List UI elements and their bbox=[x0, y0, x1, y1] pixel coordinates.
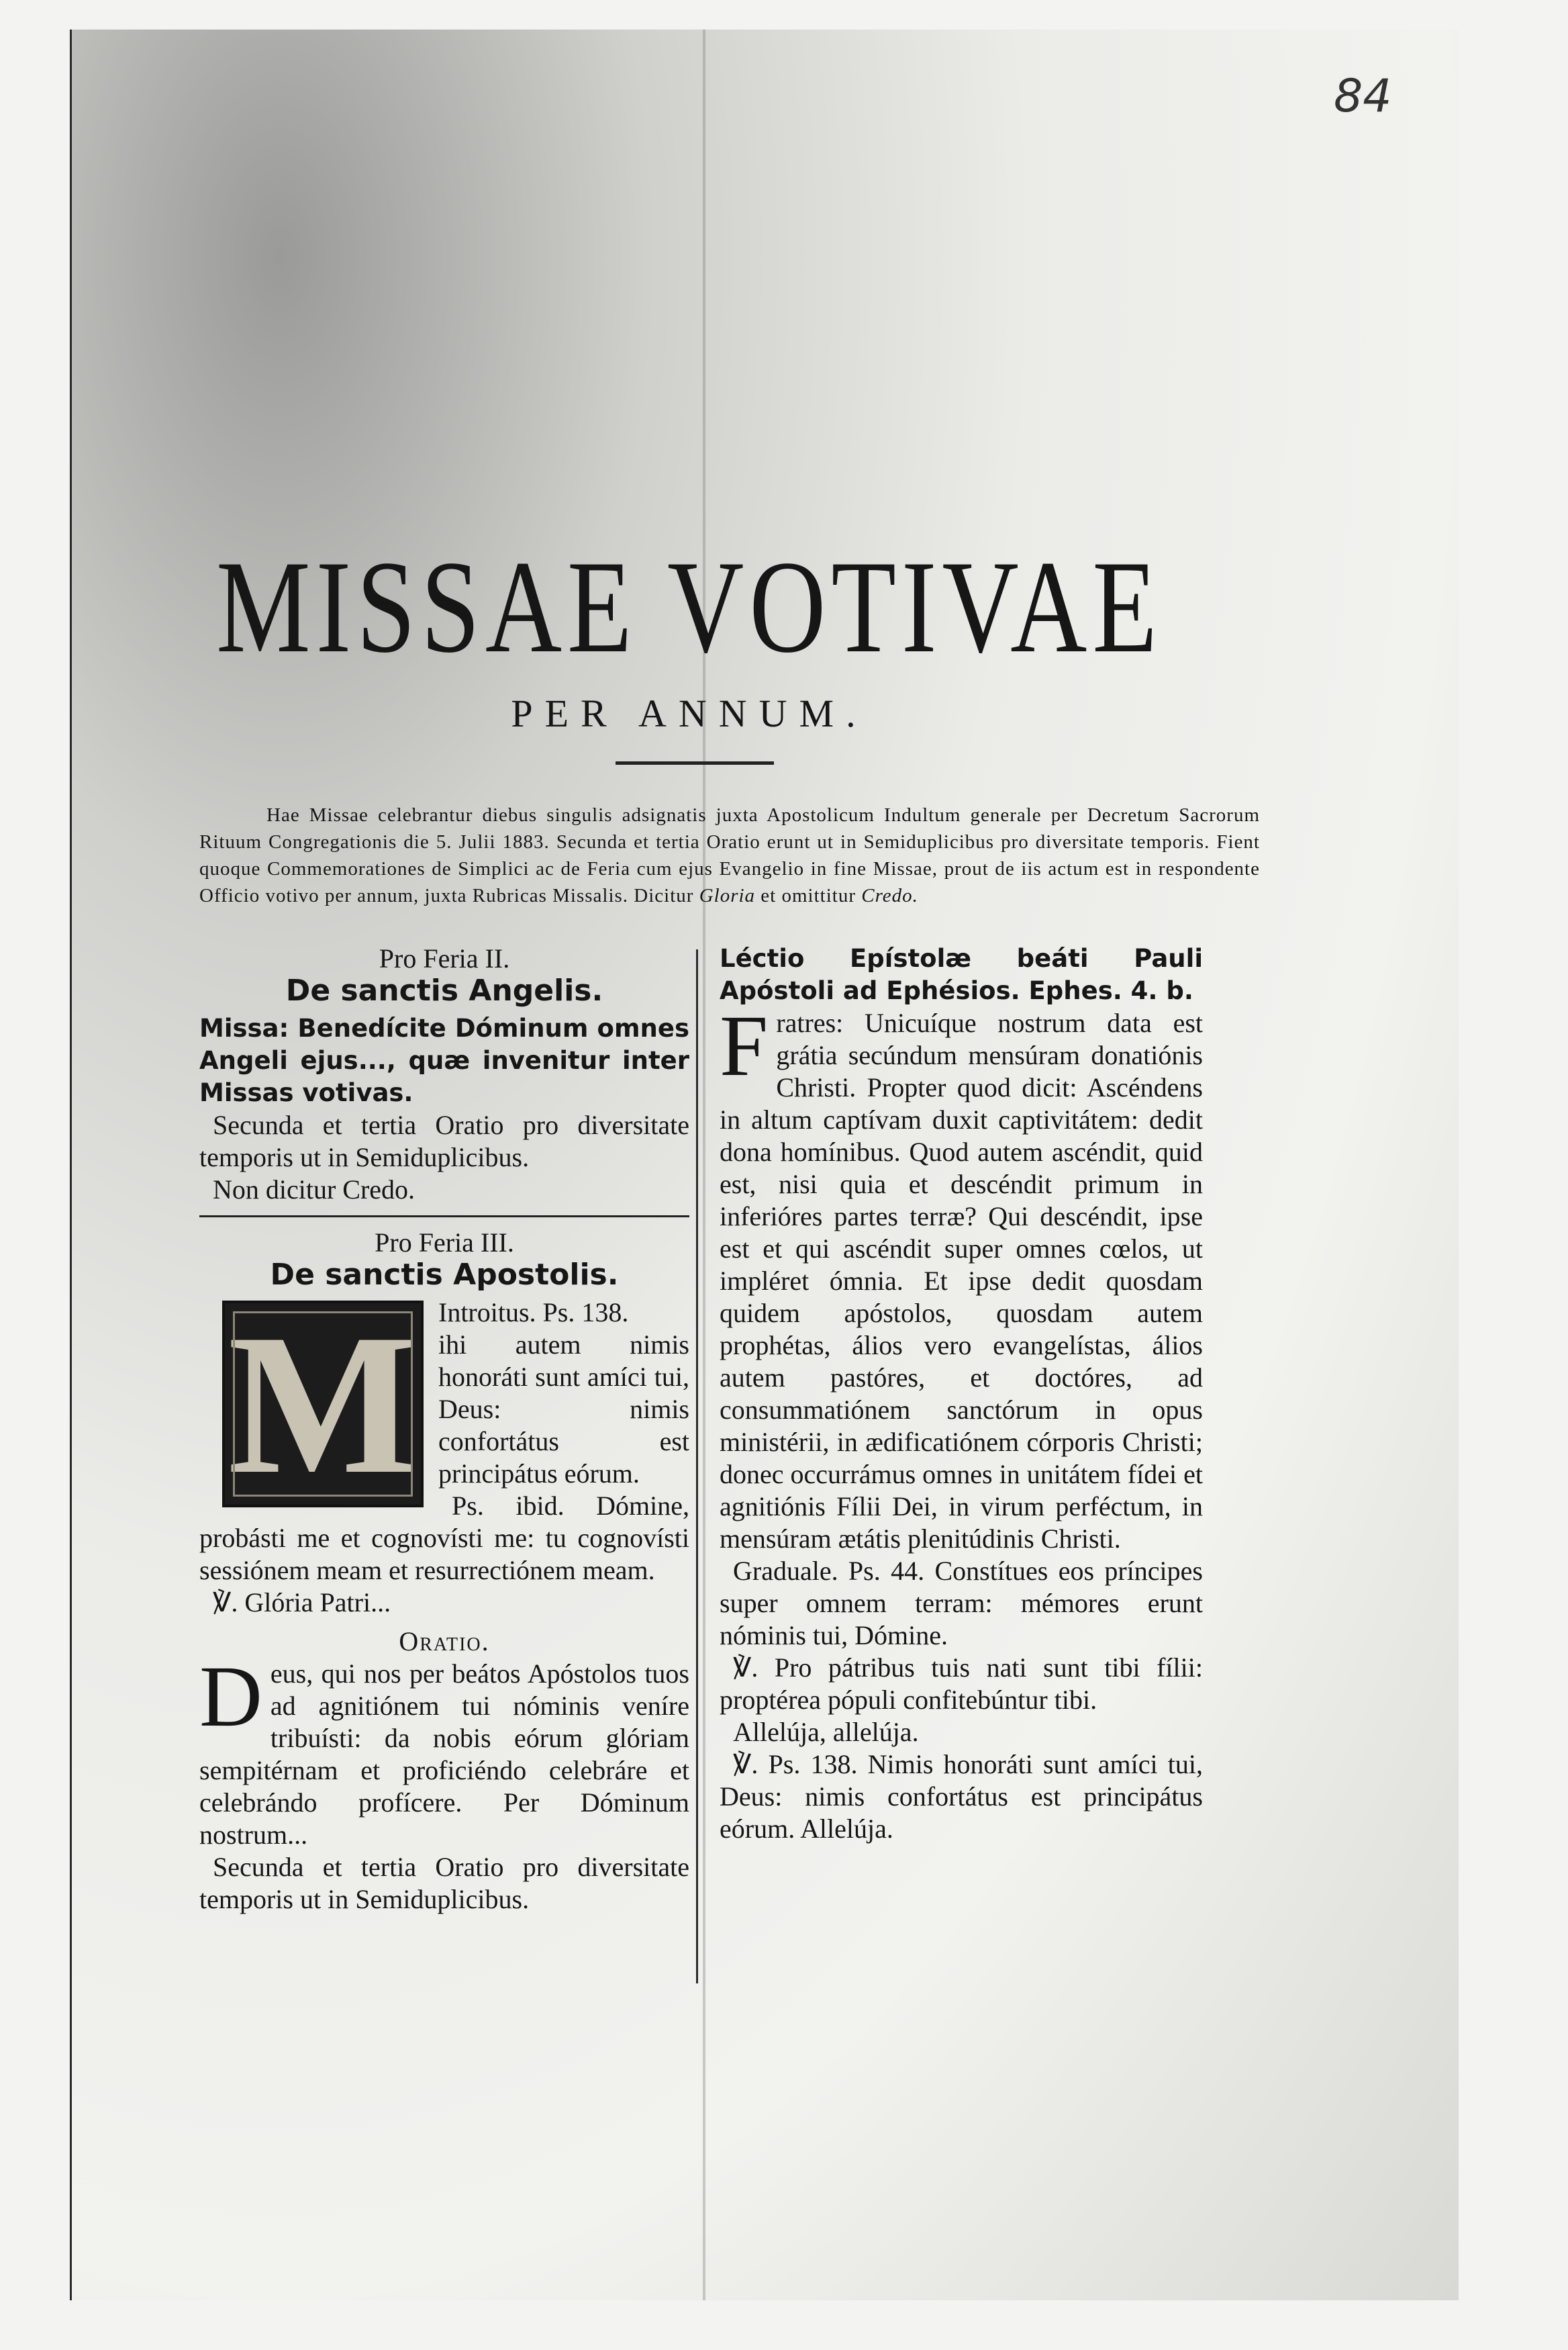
intro-credo: Credo. bbox=[861, 885, 918, 906]
intro-gloria: Gloria bbox=[699, 885, 756, 906]
column-divider bbox=[696, 949, 698, 1983]
intro-paragraph bbox=[199, 802, 1260, 909]
document-page bbox=[70, 30, 1459, 2300]
initial-f: F bbox=[720, 1007, 769, 1094]
pro-patribus: ℣. Pro pátribus tuis nati sunt tibi fílii: proptérea pópuli confitebúntur tibi. bbox=[720, 1652, 1203, 1715]
initial-d: D bbox=[199, 1658, 262, 1745]
illuminated-initial-m bbox=[222, 1297, 424, 1515]
ps-ibid: Ps. ibid. Dómine, probásti me et cognovísti me: tu cognovísti sessiónem meam et resurrectiónem meam. bbox=[199, 1491, 689, 1585]
right-column bbox=[720, 943, 1203, 1845]
initial-m-letter: M bbox=[228, 1297, 418, 1515]
alleluia: Allelúja, allelúja. bbox=[733, 1717, 919, 1747]
intro-et-omittitur: et omittitur bbox=[761, 885, 856, 906]
secunda-oratio-1: Secunda et tertia Oratio pro diversitate temporis ut in Semiduplicibus. bbox=[199, 1110, 689, 1172]
introitus-text: ihi autem nimis honoráti sunt amíci tui, Deus: nimis confortátus est principátus eórum. bbox=[438, 1329, 689, 1489]
intro-text: Hae Missae celebrantur diebus singulis adsignatis juxta Apostolicum Indultum generale per Decretum Sacrorum Rituum Congregationis die 5. Julii 1883. Secunda et tertia Oratio erunt ut in Semiduplicibus pro diversitate temporis. Fient quoque Commemorationes de Simplici ac de Feria cum ejus Evangelio in fine Missae, prout de iis actum est in respondente Officio votivo per annum, juxta Rubricas Missalis. Dicitur bbox=[199, 804, 1260, 906]
lectio-heading: Léctio Epístolæ beáti Pauli Apóstoli ad Ephésios. Ephes. 4. b. bbox=[720, 944, 1203, 1005]
left-column bbox=[199, 943, 689, 1916]
page-subtitle: PER ANNUM. bbox=[511, 692, 868, 735]
page-title: MISSAE VOTIVAE bbox=[216, 534, 1163, 681]
ps-138-verse: ℣. Ps. 138. Nimis honoráti sunt amíci tui, Deus: nimis confortátus est principátus eórum. Allelúja. bbox=[720, 1749, 1203, 1844]
folio-number: 84 bbox=[1334, 70, 1392, 123]
oratio-text: eus, qui nos per beátos Apóstolos tuos ad agnitiónem tui nóminis veníre tribuísti: da nobis eórum glóriam sempitérnam et proficiéndo celebráre et celebrándo profícere. Per Dóminum nostrum... bbox=[199, 1658, 689, 1850]
title-rule bbox=[616, 761, 774, 765]
oratio-block bbox=[199, 1658, 689, 1851]
angelis-title: De sanctis Angelis. bbox=[285, 974, 603, 1008]
gloria-patri: ℣. Glória Patri... bbox=[213, 1587, 391, 1617]
introitus-label: Introitus. Ps. 138. bbox=[438, 1297, 629, 1327]
apostolis-title: De sanctis Apostolis. bbox=[270, 1258, 619, 1292]
oratio-heading: Oratio. bbox=[399, 1626, 490, 1656]
non-dicitur-credo: Non dicitur Credo. bbox=[213, 1174, 415, 1205]
lectio-block bbox=[720, 1007, 1203, 1555]
section-rule bbox=[199, 1215, 689, 1217]
introitus-block bbox=[199, 1297, 689, 1587]
graduale: Graduale. Ps. 44. Constítues eos príncipes super omnem terram: mémores erunt nóminis tui, Dómine. bbox=[720, 1556, 1203, 1650]
fold-line bbox=[703, 30, 705, 2300]
secunda-oratio-2: Secunda et tertia Oratio pro diversitate temporis ut in Semiduplicibus. bbox=[199, 1852, 689, 1914]
missa-line: Missa: Benedícite Dóminum omnes Angeli ejus..., quæ invenitur inter Missas votivas. bbox=[199, 1014, 689, 1107]
feria-ii-heading: Pro Feria II. bbox=[379, 943, 510, 974]
feria-iii-heading: Pro Feria III. bbox=[375, 1227, 514, 1258]
lectio-text: ratres: Unicuíque nostrum data est grátia secúndum mensúram donatiónis Christi. Propter quod dicit: Ascéndens in altum captívam duxit captivitátem: dedit dona homínibus. Quod autem ascéndit, quid est, nisi quia et descéndit primum in inferióres partes terræ? Qui descéndit, ipse est et qui ascéndit super omnes cœlos, ut impléret ómnia. Et ipse dedit quosdam quidem apóstolos, quosdam autem prophétas, álios vero evangelístas, álios autem pastóres, et doctóres, ad consummatiónem sanctórum in opus ministérii, in ædificatiónem córporis Christi; donec occurrámus omnes in unitátem fídei et agnitiónis Fílii Dei, in virum perféctum, in mensúram ætátis plenitúdinis Christi. bbox=[720, 1008, 1203, 1554]
